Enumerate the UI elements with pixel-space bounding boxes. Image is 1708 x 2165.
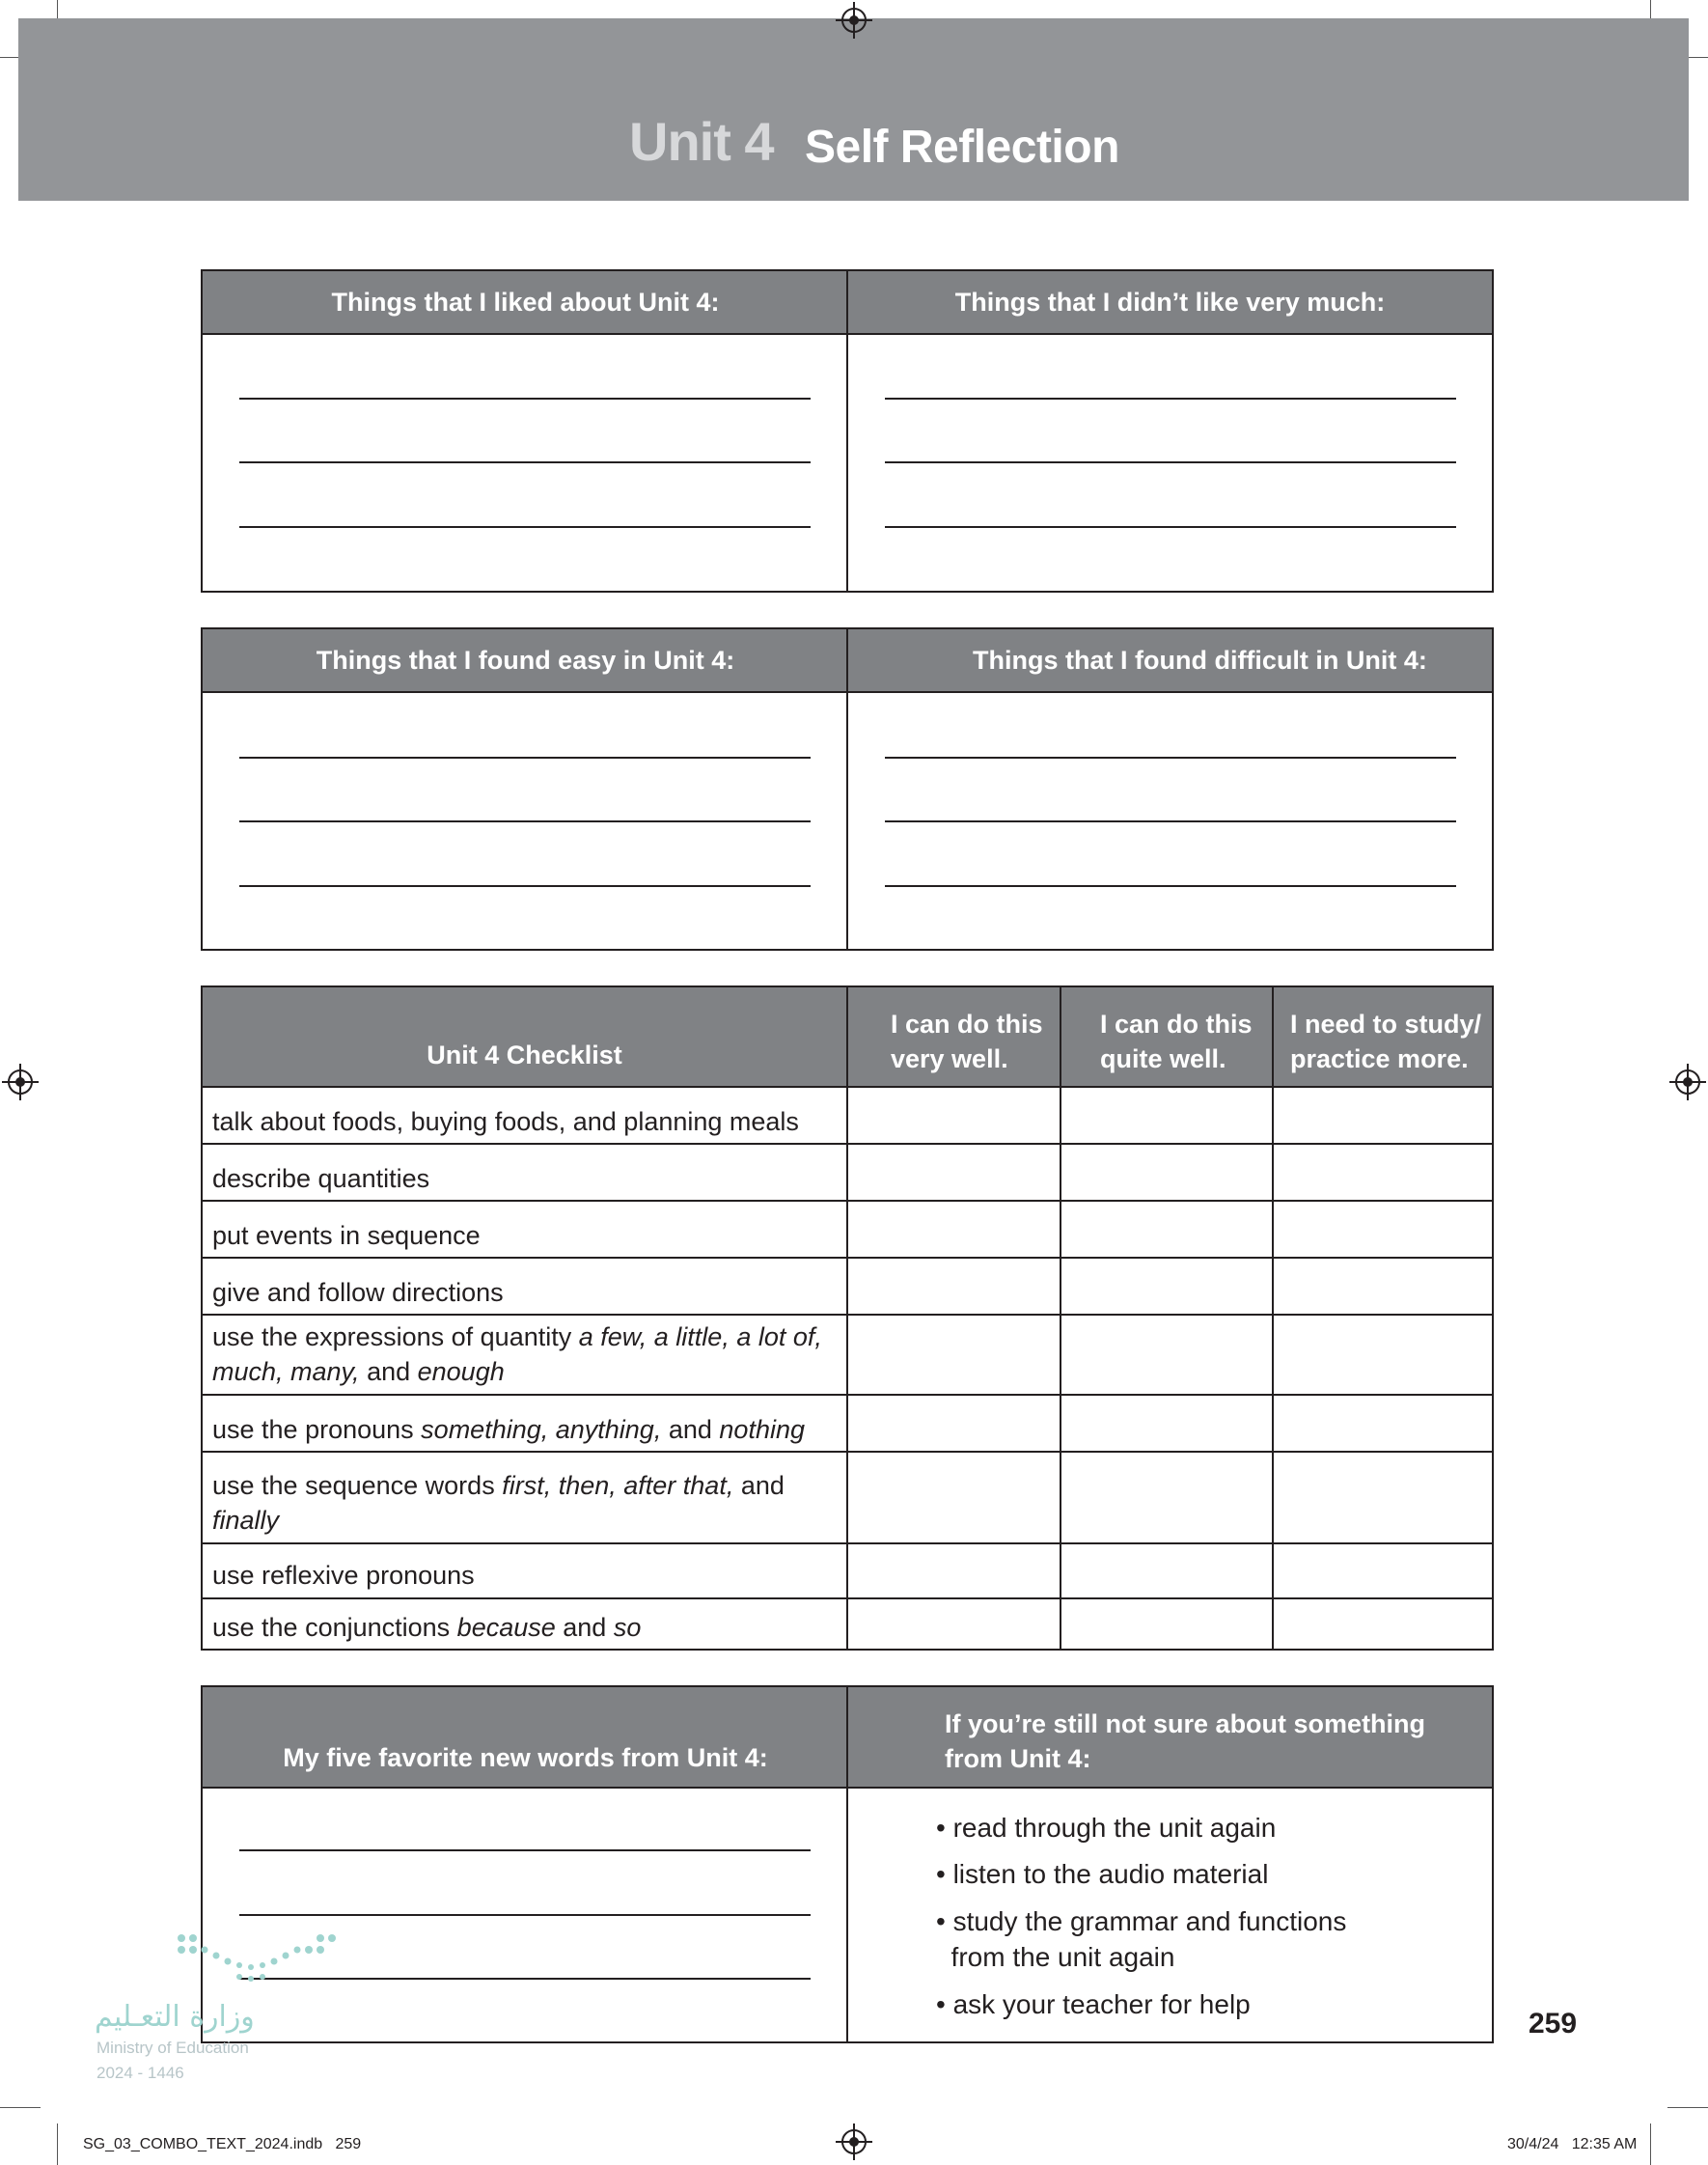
favorite-words-header: My five favorite new words from Unit 4: [203,1687,848,1789]
row-divider [203,1542,1492,1544]
crop-mark [1650,2123,1651,2165]
row-divider [203,1200,1492,1202]
checklist-item: use the conjunctions because and so [212,1613,642,1642]
writing-line[interactable] [885,526,1456,528]
page-number: 259 [1529,2008,1578,2040]
writing-line[interactable] [885,885,1456,887]
row-divider [203,1597,1492,1599]
crop-mark [0,2107,41,2108]
very-well-header: I can do this very well. [848,987,1060,1087]
row-divider [203,1257,1492,1259]
writing-line[interactable] [239,885,811,887]
column-divider [846,271,848,591]
registration-mark-icon [8,1069,33,1095]
tip-item: • ask your teacher for help [936,1989,1251,2019]
page-title: Self Reflection [805,122,1119,173]
checklist-item: talk about foods, buying foods, and planning meals [212,1107,799,1136]
writing-line[interactable] [239,1914,811,1916]
checklist-item: use the sequence words first, then, after that, and finally [212,1471,785,1535]
tip-item: • read through the unit again [936,1813,1277,1843]
easy-header: Things that I found easy in Unit 4: [203,629,848,693]
writing-line[interactable] [239,526,811,528]
unit-label: Unit 4 [629,111,774,172]
writing-line[interactable] [885,461,1456,463]
row-divider [203,1086,1492,1088]
easy-difficult-table [201,627,1494,951]
row-divider [203,1394,1492,1396]
crop-mark [57,2123,58,2165]
row-divider [203,1143,1492,1145]
checklist-table [201,985,1494,1651]
checklist-item: use the expressions of quantity a few, a little, a lot of, much, many, and enough [212,1322,822,1386]
crop-mark [1667,2107,1708,2108]
ministry-logo-icon [174,1932,345,1986]
writing-line[interactable] [239,1849,811,1851]
registration-mark-icon [841,2129,867,2154]
column-divider [846,629,848,949]
checklist-item: describe quantities [212,1164,430,1193]
checklist-header: Unit 4 Checklist [203,987,846,1087]
row-divider [203,1314,1492,1316]
liked-disliked-table [201,269,1494,593]
row-divider [203,1451,1492,1453]
checklist-item: put events in sequence [212,1221,481,1250]
checklist-item: use reflexive pronouns [212,1561,475,1590]
registration-mark-icon [1675,1069,1700,1095]
writing-line[interactable] [239,398,811,400]
writing-line[interactable] [239,820,811,822]
quite-well-header: I can do this quite well. [1061,987,1272,1087]
ministry-name-english: Ministry of Education [96,2039,249,2057]
writing-line[interactable] [239,461,811,463]
disliked-header: Things that I didn’t like very much: [848,271,1492,335]
checklist-item: give and follow directions [212,1278,504,1307]
writing-line[interactable] [885,757,1456,759]
footer-file-info: SG_03_COMBO_TEXT_2024.indb 259 [83,2136,362,2152]
tip-item: • listen to the audio material [936,1859,1269,1889]
footer-datetime: 30/4/24 12:35 AM [1507,2136,1638,2152]
ministry-year: 2024 - 1446 [96,2064,184,2082]
favorite-words-table [201,1685,1494,2043]
checklist-item: use the pronouns something, anything, and nothing [212,1415,805,1444]
tip-item: from the unit again [936,1942,1175,1972]
not-sure-header: If you’re still not sure about something from Unit 4: [848,1687,1492,1789]
difficult-header: Things that I found difficult in Unit 4: [848,629,1492,693]
writing-line[interactable] [885,820,1456,822]
writing-line[interactable] [885,398,1456,400]
tip-item: • study the grammar and functions [936,1906,1347,1936]
liked-header: Things that I liked about Unit 4: [203,271,848,335]
registration-mark-icon [841,8,867,33]
study-more-header: I need to study/ practice more. [1274,987,1492,1087]
ministry-name-arabic: وزارة التعـليم [95,2000,255,2034]
writing-line[interactable] [239,757,811,759]
column-divider [846,1687,848,2041]
